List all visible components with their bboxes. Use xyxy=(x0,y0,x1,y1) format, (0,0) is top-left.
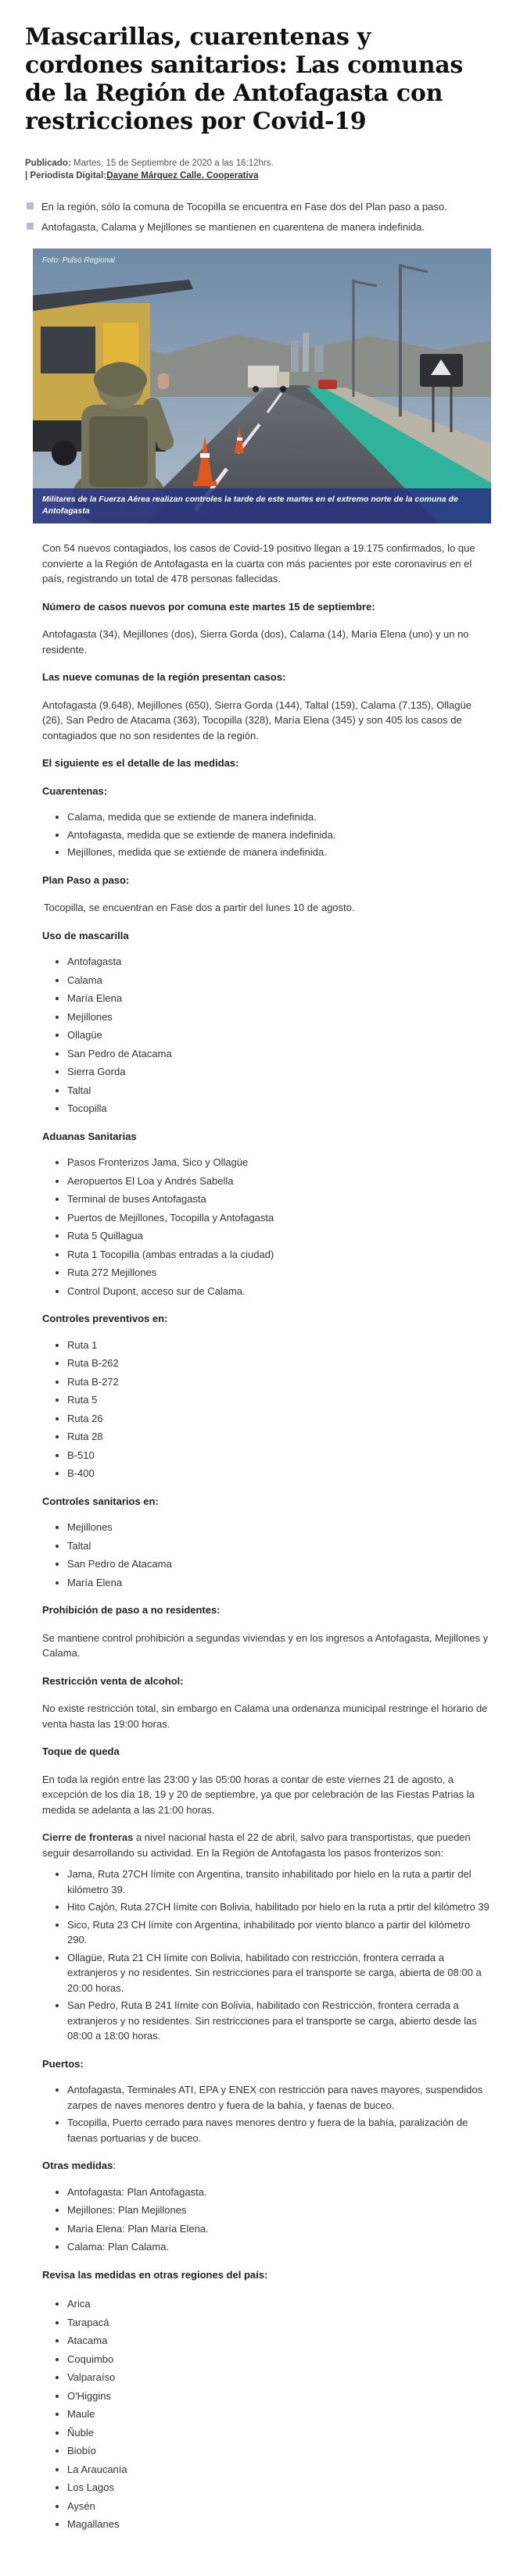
published-date: Martes, 15 de Septiembre de 2020 a las 16:12hrs. xyxy=(73,159,274,168)
list-item: • Ruta B-262 xyxy=(67,1356,492,1371)
curfew-text: En toda la región entre las 23:00 y las 05:00 horas a contar de este viernes 21 de agosto, a excepción de los día 18, 19 y 20 de septiembre, ya que por celebración de las Fiestas Patrias la medida se adelanta a las 21:00 horas. xyxy=(42,1773,475,1816)
list-item: • Mejillones xyxy=(67,1520,492,1535)
mask-list xyxy=(42,954,492,1117)
list-item: • Antofagasta xyxy=(67,954,492,970)
list-item: • Tocopilla xyxy=(67,1101,492,1117)
alcohol-heading: Restricción venta de alcohol: xyxy=(42,1674,184,1687)
list-item: • Taltal xyxy=(67,1538,492,1554)
list-item: • Ollagüe xyxy=(67,1027,492,1043)
intro-paragraph: Con 54 nuevos contagiados, los casos de Covid-19 positivo llegan a 19.175 confirmados, lo que convierte a la Región de Antofagasta en la cuarta con más pacientes por este coronavirus en el país, registrando un total de 478 personas fallecidas. xyxy=(42,542,475,585)
border-list xyxy=(42,1867,492,2044)
preventive-heading: Controles preventivos en: xyxy=(42,1313,168,1325)
list-item: • San Pedro de Atacama xyxy=(67,1046,492,1062)
summary-item: En la región, sólo la comuna de Tocopilla se encuentra en Fase dos del Plan paso a paso. xyxy=(25,199,495,215)
prohibition-heading: Prohibición de paso a no residentes: xyxy=(42,1604,221,1617)
list-item: • Calama, medida que se extiende de manera indefinida. xyxy=(67,809,492,825)
sanitary-list xyxy=(42,1520,492,1590)
photo-caption: Militares de la Fuerza Aérea realizan controles la tarde de este martes en el extremo norte de la comuna de Antofagasta xyxy=(33,488,491,524)
article-photo xyxy=(33,248,491,523)
list-item: • Mejillones xyxy=(67,1009,492,1025)
list-item: • Ruta 26 xyxy=(67,1411,492,1427)
list-item: • María Elena xyxy=(67,1575,492,1591)
curfew-heading: Toque de queda xyxy=(42,1745,120,1758)
new-cases-text: Antofagasta (34), Mejillones (dos), Sierra Gorda (dos), Calama (14), María Elena (uno) y un no residente. xyxy=(42,628,469,656)
step-heading: Plan Paso a paso: xyxy=(42,874,130,886)
list-item: • Antofagasta, Terminales ATI, EPA y ENEX con restricción para naves mayores, suspendidos zarpes de naves menores dentro y fuera de la bahía, y faenas de buceo. xyxy=(67,2082,492,2113)
region-link[interactable]: • Arica xyxy=(67,2296,492,2312)
article-body xyxy=(25,541,495,2532)
step-text: Tocopilla, se encuentran en Fase dos a partir del lunes 10 de agosto. xyxy=(44,902,355,914)
list-item: • Terminal de buses Antofagasta xyxy=(67,1192,492,1207)
new-cases-heading: Número de casos nuevos por comuna este martes 15 de septiembre: xyxy=(42,600,375,613)
list-item: • Ollagüe, Ruta 21 CH límite con Bolivia, habilitado con restricción, frontera cerrada a extranjeros y no residentes. Sin restricciones para el transporte se carga, abierta de 08:00 a 20:00 horas. xyxy=(67,1950,492,1996)
region-link[interactable]: • Coquimbo xyxy=(67,2352,492,2367)
list-item: • María Elena xyxy=(67,991,492,1006)
list-item: • B-510 xyxy=(67,1448,492,1463)
author-label: | Periodista Digital: xyxy=(25,170,107,180)
region-link[interactable]: • Magallanes xyxy=(67,2517,492,2532)
list-item: • Hito Cajón, Ruta 27CH límite con Bolivia, habilitado por hielo en la ruta a prtir del kilómetro 39 xyxy=(67,1899,492,1915)
region-link[interactable]: • Ñuble xyxy=(67,2425,492,2441)
list-item: • Aeropuertos El Loa y Andrés Sabella xyxy=(67,1174,492,1189)
article-meta xyxy=(25,158,495,182)
region-link[interactable]: • La Araucanía xyxy=(67,2462,492,2478)
communes-text: Antofagasta (9.648), Mejillones (650), Sierra Gorda (144), Taltal (159), Calama (7.135), Ollagüe (26), San Pedro de Atacama (363), Tocopilla (328), María Elena (345) y son 405 los casos de contagiados que no son residentes de la región. xyxy=(42,698,472,741)
sanitary-heading: Controles sanitarios en: xyxy=(42,1495,159,1507)
list-item[interactable]: • María Elena: Plan María Elena. xyxy=(67,2221,492,2237)
list-item[interactable]: • Calama: Plan Calama. xyxy=(67,2239,492,2255)
border-text: a nivel nacional hasta el 22 de abril, salvo para transportistas, que pueden seguir desarrollando su actividad. En la Región de Antofagasta los pasos fronterizos son: xyxy=(42,1831,471,1859)
summary-item: Antofagasta, Calama y Mejillones se mantienen en cuarentena de manera indefinida. xyxy=(25,220,495,235)
alcohol-text: No existe restricción total, sin embargo en Calama una ordenanza municipal restringe el horario de venta hasta las 19:00 horas. xyxy=(42,1702,488,1730)
square-bullet-icon xyxy=(27,223,34,230)
photo-illustration xyxy=(33,248,491,523)
list-item: • Tocopilla, Puerto cerrado para naves menores dentro y fuera de la bahía, paralización de faenas portuarias y de buceo. xyxy=(67,2115,492,2145)
list-item: • San Pedro, Ruta B 241 límite con Bolivia, habilitado con Restricción, frontera cerrada a extranjeros y no residentes. Sin restricciones para el transporte se carga, abierto desde las 08:00 a 18:00 horas. xyxy=(67,1998,492,2044)
customs-list xyxy=(42,1155,492,1299)
region-link[interactable]: • Biobío xyxy=(67,2443,492,2459)
list-item: • Sico, Ruta 23 CH límite con Argentina, inhabilitado por viento blanco a partir del kilómetro 290. xyxy=(67,1917,492,1948)
list-item: • Ruta 5 Quillagua xyxy=(67,1228,492,1244)
quarantine-list xyxy=(42,809,492,860)
region-link[interactable]: • Tarapacá xyxy=(67,2315,492,2331)
list-item: • Pasos Fronterizos Jama, Sico y Ollagüe xyxy=(67,1155,492,1170)
other-measures-heading: Otras medidas: xyxy=(42,2160,116,2172)
author-link[interactable]: Dayane Márquez Calle. Cooperativa xyxy=(106,170,259,180)
measures-heading: El siguiente es el detalle de las medidas: xyxy=(42,757,239,770)
list-item: • Ruta 1 Tocopilla (ambas entradas a la ciudad) xyxy=(67,1247,492,1263)
regions-list xyxy=(42,2296,492,2532)
ports-heading: Puertos: xyxy=(42,2057,84,2070)
region-link[interactable]: • O'Higgins xyxy=(67,2388,492,2404)
list-item[interactable]: • Mejillones: Plan Mejillones xyxy=(67,2203,492,2218)
other-measures-list xyxy=(42,2185,492,2255)
published-label: Publicado: xyxy=(25,159,71,168)
article-headline: Mascarillas, cuarentenas y cordones sanitarios: Las comunas de la Región de Antofagasta con restricciones por Covid-19 xyxy=(25,23,463,135)
region-link[interactable]: • Aysén xyxy=(67,2499,492,2514)
quarantine-heading: Cuarentenas: xyxy=(42,784,108,797)
region-link[interactable]: • Los Lagos xyxy=(67,2480,492,2496)
list-item: • San Pedro de Atacama xyxy=(67,1556,492,1572)
region-link[interactable]: • Atacama xyxy=(67,2333,492,2349)
preventive-list xyxy=(42,1338,492,1481)
regions-heading: Revisa las medidas en otras regiones del país: xyxy=(42,2268,268,2281)
list-item: • Ruta 272 Mejillones xyxy=(67,1265,492,1281)
region-link[interactable]: • Valparaíso xyxy=(67,2370,492,2385)
communes-heading: Las nueve comunas de la región presentan casos: xyxy=(42,671,286,684)
list-item: • Calama xyxy=(67,973,492,988)
square-bullet-icon xyxy=(27,202,34,209)
list-item: • Ruta 5 xyxy=(67,1392,492,1408)
prohibition-text: Se mantiene control prohibición a segundas viviendas y en los ingresos a Antofagasta, Mejillones y Calama. xyxy=(42,1631,489,1660)
photo-credit: Foto: Pulso Regional xyxy=(42,256,115,266)
list-item: • Ruta 1 xyxy=(67,1338,492,1353)
list-item: • Taltal xyxy=(67,1083,492,1099)
list-item: • Sierra Gorda xyxy=(67,1064,492,1080)
list-item: • Mejillones, medida que se extiende de manera indefinida. xyxy=(67,845,492,860)
list-item: • Ruta 28 xyxy=(67,1429,492,1445)
region-link[interactable]: • Maule xyxy=(67,2406,492,2422)
list-item: • Antofagasta, medida que se extiende de manera indefinida. xyxy=(67,827,492,843)
list-item: • Control Dupont, acceso sur de Calama. xyxy=(67,1284,492,1299)
list-item: • Puertos de Mejillones, Tocopilla y Antofagasta xyxy=(67,1210,492,1226)
summary-bullets xyxy=(25,199,495,234)
ports-list xyxy=(42,2082,492,2145)
list-item: • Ruta B-272 xyxy=(67,1374,492,1390)
list-item: • Jama, Ruta 27CH límite con Argentina, transito inhabilitado por hielo en la ruta a partir del kilómetro 39. xyxy=(67,1867,492,1897)
list-item[interactable]: • Antofagasta: Plan Antofagasta. xyxy=(67,2185,492,2200)
list-item: • B-400 xyxy=(67,1466,492,1481)
border-heading: Cierre de fronteras xyxy=(42,1831,134,1844)
mask-heading: Uso de mascarilla xyxy=(42,929,129,941)
customs-heading: Aduanas Sanitarias xyxy=(42,1130,137,1142)
border-paragraph xyxy=(42,1830,492,1860)
